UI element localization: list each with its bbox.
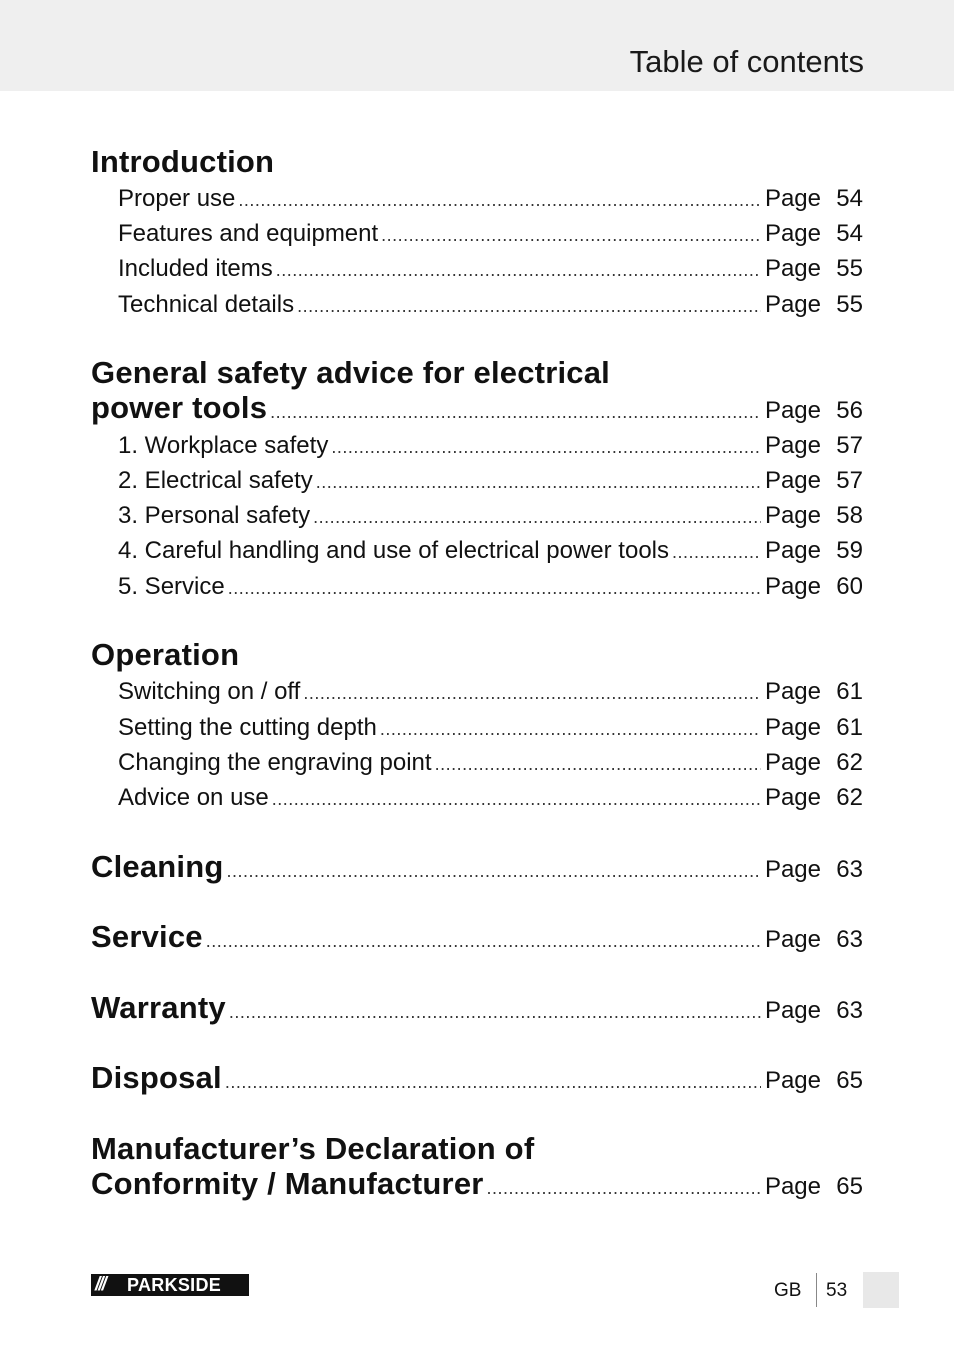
dot-leader xyxy=(270,402,761,423)
logo-wordmark: PARKSIDE xyxy=(127,1274,222,1295)
page-number: 65 xyxy=(836,1067,863,1094)
page-label: Page xyxy=(764,573,821,600)
dot-leader xyxy=(380,719,761,740)
toc-entry-label: 2. Electrical safety xyxy=(118,467,313,494)
section-heading-declaration-line2: Conformity / Manufacturer xyxy=(91,1166,484,1201)
page-label: Page xyxy=(764,784,821,811)
dot-leader xyxy=(276,260,761,281)
page-number: 60 xyxy=(836,573,863,600)
page-number: 57 xyxy=(836,432,863,459)
toc-entry-label: Changing the engraving point xyxy=(118,749,432,776)
toc-entry-warranty[interactable] xyxy=(91,990,863,1026)
page-label: Page xyxy=(764,467,821,494)
dot-leader xyxy=(297,296,761,317)
toc-entry-features-and-equipment[interactable] xyxy=(118,220,863,248)
toc-entry-disposal[interactable] xyxy=(91,1060,863,1096)
footer-divider xyxy=(816,1273,817,1307)
section-heading-introduction: Introduction xyxy=(91,144,275,179)
page-number: 58 xyxy=(836,502,863,529)
page-label: Page xyxy=(764,926,821,953)
section-heading-declaration-line1: Manufacturer’s Declaration of xyxy=(91,1131,535,1166)
page-number: 55 xyxy=(836,255,863,282)
logo-slashes: /// xyxy=(95,1274,105,1295)
toc-entry-label: 1. Workplace safety xyxy=(118,432,329,459)
page-label: Page xyxy=(764,397,821,424)
toc-entry-workplace-safety[interactable] xyxy=(118,432,863,460)
page-number: 62 xyxy=(836,784,863,811)
page-label: Page xyxy=(764,1067,821,1094)
page-number: 56 xyxy=(836,397,863,424)
dot-leader xyxy=(303,683,761,704)
page-label: Page xyxy=(764,255,821,282)
page-label: Page xyxy=(764,749,821,776)
dot-leader xyxy=(206,931,761,952)
toc-entry-label: 4. Careful handling and use of electrical power tools xyxy=(118,537,669,564)
page-number: 63 xyxy=(836,997,863,1024)
toc-entry-proper-use[interactable] xyxy=(118,185,863,213)
toc-entry-label: Included items xyxy=(118,255,273,282)
dot-leader xyxy=(238,190,761,211)
page-number: 63 xyxy=(836,856,863,883)
dot-leader xyxy=(229,1002,761,1023)
toc-entry-service[interactable] xyxy=(91,919,863,955)
toc-entry-service-sub[interactable] xyxy=(118,573,863,601)
dot-leader xyxy=(331,437,761,458)
page-label: Page xyxy=(764,185,821,212)
section-heading-operation: Operation xyxy=(91,637,240,672)
section-heading-warranty: Warranty xyxy=(91,990,226,1025)
toc-entry-label: Features and equipment xyxy=(118,220,379,247)
page-number: 54 xyxy=(836,185,863,212)
section-heading-disposal: Disposal xyxy=(91,1060,222,1095)
toc-entry-label: Technical details xyxy=(118,291,295,318)
dot-leader xyxy=(381,225,761,246)
page-label: Page xyxy=(764,856,821,883)
page-label: Page xyxy=(764,502,821,529)
page-number-footer: 53 xyxy=(826,1280,848,1301)
toc-entry-careful-handling[interactable] xyxy=(118,537,863,565)
dot-leader xyxy=(228,578,761,599)
toc-entry-label: 5. Service xyxy=(118,573,225,600)
page-number: 59 xyxy=(836,537,863,564)
toc-entry-general-safety[interactable] xyxy=(91,390,863,426)
toc-entry-setting-cutting-depth[interactable] xyxy=(118,714,863,742)
toc-entry-changing-engraving-point[interactable] xyxy=(118,749,863,777)
page-label: Page xyxy=(764,537,821,564)
toc-entry-advice-on-use[interactable] xyxy=(118,784,863,812)
page-number: 63 xyxy=(836,926,863,953)
section-heading-service: Service xyxy=(91,919,203,954)
page-label: Page xyxy=(764,432,821,459)
toc-entry-included-items[interactable] xyxy=(118,255,863,283)
section-heading-general-safety-line1: General safety advice for electrical xyxy=(91,355,610,390)
toc-entry-label: 3. Personal safety xyxy=(118,502,311,529)
dot-leader xyxy=(487,1178,761,1199)
toc-entry-cleaning[interactable] xyxy=(91,849,863,885)
toc-entry-label: Switching on / off xyxy=(118,678,301,705)
page-title: Table of contents xyxy=(629,44,864,79)
page-number: 57 xyxy=(836,467,863,494)
footer-tab-marker xyxy=(863,1272,899,1308)
page-label: Page xyxy=(764,220,821,247)
section-heading-cleaning: Cleaning xyxy=(91,849,224,884)
toc-entry-switching-on-off[interactable] xyxy=(118,678,863,706)
dot-leader xyxy=(272,789,761,810)
dot-leader xyxy=(435,754,761,775)
page-label: Page xyxy=(764,678,821,705)
language-code: GB xyxy=(774,1280,802,1301)
toc-entry-technical-details[interactable] xyxy=(118,291,863,319)
page-label: Page xyxy=(764,291,821,318)
toc-entry-label: Setting the cutting depth xyxy=(118,714,377,741)
dot-leader xyxy=(227,861,761,882)
page-number: 61 xyxy=(836,714,863,741)
toc-entry-declaration[interactable] xyxy=(91,1166,863,1202)
toc-entry-electrical-safety[interactable] xyxy=(118,467,863,495)
section-heading-general-safety-line2: power tools xyxy=(91,390,268,425)
toc-entry-personal-safety[interactable] xyxy=(118,502,863,530)
page-number: 54 xyxy=(836,220,863,247)
page-label: Page xyxy=(764,997,821,1024)
toc-entry-label: Proper use xyxy=(118,185,236,212)
parkside-logo xyxy=(91,1274,249,1296)
dot-leader xyxy=(316,472,761,493)
dot-leader xyxy=(313,507,761,528)
dot-leader xyxy=(225,1072,761,1093)
page-number: 61 xyxy=(836,678,863,705)
page-number: 55 xyxy=(836,291,863,318)
page-label: Page xyxy=(764,1173,821,1200)
toc-entry-label: Advice on use xyxy=(118,784,269,811)
dot-leader xyxy=(672,542,761,563)
page-number: 65 xyxy=(836,1173,863,1200)
page-label: Page xyxy=(764,714,821,741)
page-number: 62 xyxy=(836,749,863,776)
